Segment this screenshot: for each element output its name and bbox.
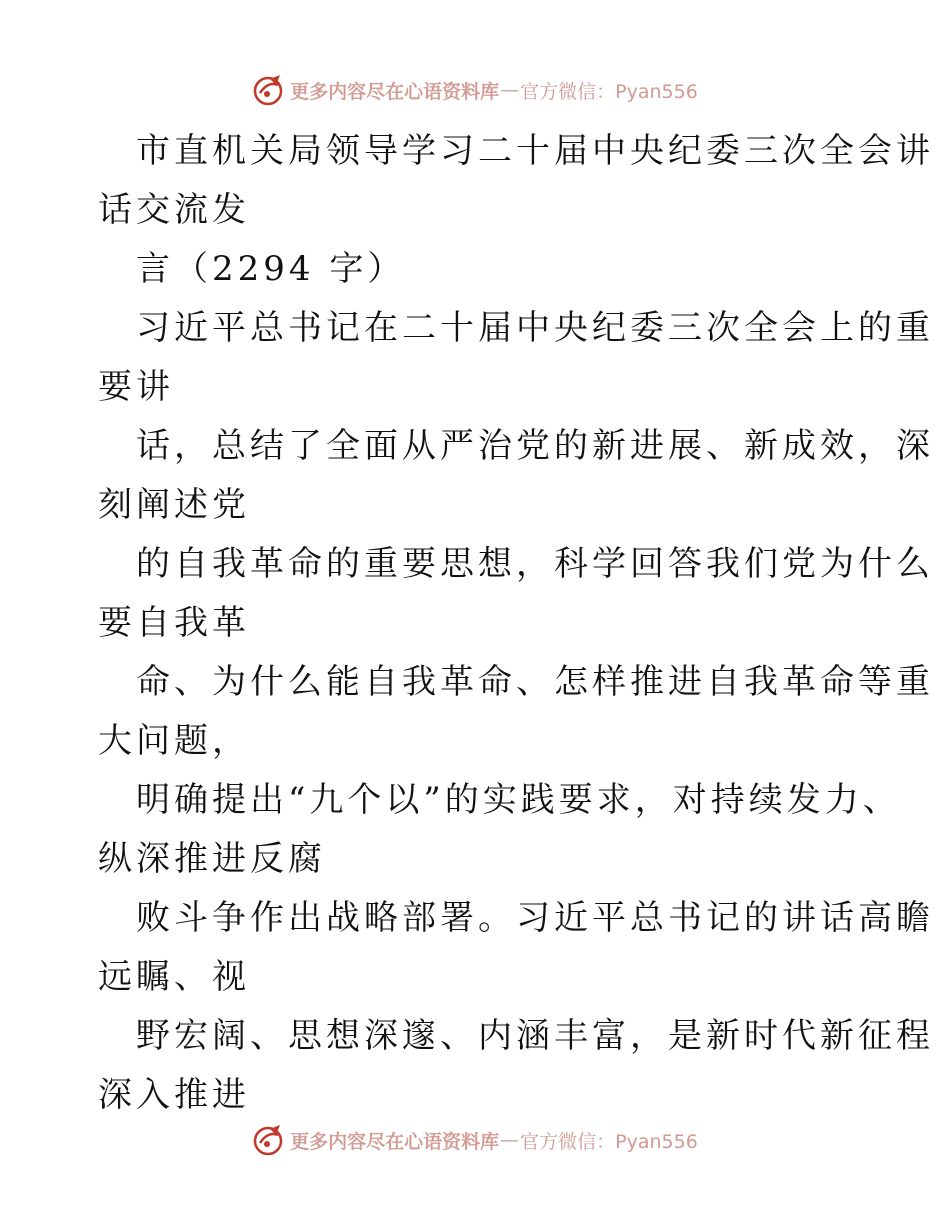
text-line: 刻阐述党 (98, 485, 250, 525)
watermark-main-text: 更多内容尽在心语资料库 (290, 80, 500, 103)
text-line: 市直机关局领导学习二十届中央纪委三次全会讲 (136, 131, 934, 171)
footer-watermark (0, 1120, 950, 1160)
text-line: 话，总结了全面从严治党的新进展、新成效，深 (136, 426, 934, 466)
seal-logo-icon (252, 73, 286, 107)
watermark-dash: — (500, 1129, 520, 1151)
watermark-wechat-text: 官方微信：Pyan556 (520, 80, 698, 103)
text-line: 要自我革 (98, 603, 250, 643)
text-line: 大问题， (98, 721, 250, 761)
watermark-main-text: 更多内容尽在心语资料库 (290, 1130, 500, 1153)
document-body (98, 122, 934, 1125)
text-line: 要讲 (98, 367, 174, 407)
text-line: 败斗争作出战略部署。习近平总书记的讲话高瞻 (136, 898, 934, 938)
text-line: 话交流发 (98, 190, 250, 230)
text-line: 纵深推进反腐 (98, 839, 326, 879)
text-line: 野宏阔、思想深邃、内涵丰富，是新时代新征程 (136, 1016, 934, 1056)
watermark-dash: — (500, 79, 520, 101)
text-line: 深入推进 (98, 1075, 250, 1115)
seal-logo-icon (252, 1123, 286, 1157)
text-line: 的自我革命的重要思想，科学回答我们党为什么 (136, 544, 934, 584)
text-line: 言（2294 字） (136, 249, 406, 289)
text-line: 明确提出“九个以”的实践要求，对持续发力、 (136, 780, 901, 820)
header-watermark (0, 70, 950, 110)
text-line: 习近平总书记在二十届中央纪委三次全会上的重 (136, 308, 934, 348)
text-line: 远瞩、视 (98, 957, 250, 997)
text-line: 命、为什么能自我革命、怎样推进自我革命等重 (136, 662, 934, 702)
watermark-wechat-text: 官方微信：Pyan556 (520, 1130, 698, 1153)
